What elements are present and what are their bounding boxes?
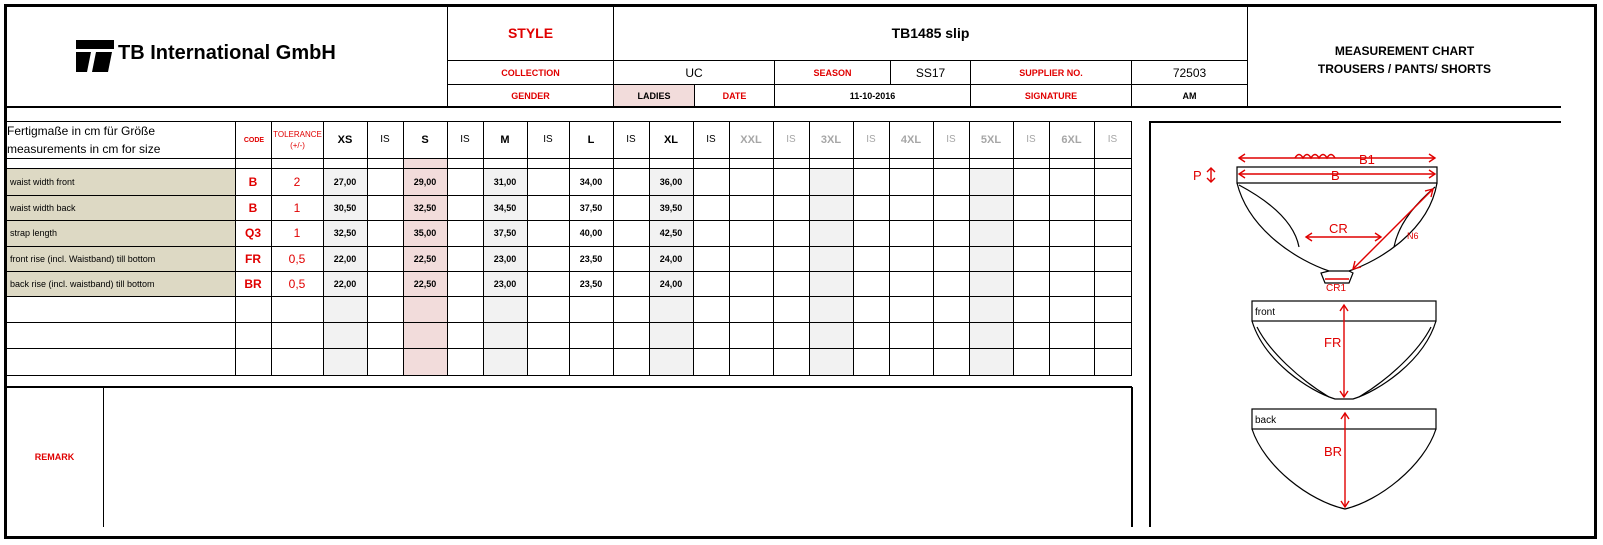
- label-b: B: [1331, 168, 1340, 183]
- measure-value[interactable]: 32,50: [413, 202, 437, 213]
- row-tolerance: 0,5: [288, 251, 306, 266]
- cell-shade: [483, 296, 527, 322]
- row-code: B: [248, 174, 258, 189]
- cell-shade: [403, 296, 447, 322]
- measure-value[interactable]: 22,50: [413, 253, 437, 264]
- cell-shade: [969, 271, 1013, 296]
- cell-shade: [649, 348, 693, 375]
- measure-value[interactable]: 37,50: [579, 202, 603, 213]
- grid-line: [773, 121, 774, 375]
- tb-logo-icon: [76, 40, 114, 72]
- collection-label: COLLECTION: [501, 67, 560, 78]
- season-value: SS17: [915, 65, 946, 80]
- company-name: TB International GmbH: [118, 42, 336, 64]
- cell-shade: [323, 322, 367, 348]
- measure-value[interactable]: [613, 220, 649, 246]
- caption-line-en: measurements in cm for size: [7, 142, 161, 156]
- size-header: 5XL: [980, 133, 1002, 146]
- measure-value[interactable]: [613, 168, 649, 195]
- cell-shade: [969, 195, 1013, 220]
- measure-value[interactable]: [367, 271, 403, 296]
- measure-value[interactable]: 22,50: [413, 278, 437, 289]
- row-name: strap length: [10, 228, 58, 238]
- measure-value[interactable]: [527, 195, 569, 220]
- size-header: IS: [706, 134, 716, 145]
- style-value: TB1485 slip: [891, 25, 970, 41]
- date-label: DATE: [722, 90, 747, 101]
- gender-value: LADIES: [614, 85, 694, 106]
- measure-value[interactable]: [527, 271, 569, 296]
- row-code: BR: [244, 276, 262, 291]
- row-tolerance: 2: [293, 174, 301, 189]
- cell-shade: [403, 348, 447, 375]
- row-code: B: [248, 200, 258, 215]
- grid-line: [1131, 121, 1132, 375]
- row-name: back rise (incl. waistband) till bottom: [10, 278, 155, 289]
- season-label: SEASON: [813, 67, 852, 78]
- label-fr: FR: [1324, 335, 1342, 350]
- measure-value[interactable]: 24,00: [659, 253, 683, 264]
- row-name: waist width back: [10, 202, 76, 213]
- measure-value[interactable]: 34,00: [579, 176, 603, 187]
- size-header: IS: [460, 134, 470, 145]
- cell-shade: [649, 296, 693, 322]
- signature-value: AM: [1182, 90, 1197, 101]
- supplier-value: 72503: [1172, 65, 1207, 80]
- measure-value[interactable]: 23,00: [493, 253, 517, 264]
- cell-shade: [809, 348, 853, 375]
- measure-value[interactable]: [527, 168, 569, 195]
- measure-value[interactable]: 23,50: [579, 253, 603, 264]
- label-back: back: [1255, 415, 1277, 426]
- garment-diagram: [1149, 121, 1561, 527]
- row-tolerance: 0,5: [288, 276, 306, 291]
- supplier-label: SUPPLIER NO.: [1019, 67, 1083, 78]
- cell-shade: [809, 168, 853, 195]
- measure-value[interactable]: 36,00: [659, 176, 683, 187]
- cell-shade: [969, 296, 1013, 322]
- company-logo: [76, 40, 114, 72]
- grid-line: [889, 121, 890, 375]
- size-header: IS: [786, 134, 796, 145]
- grid-line: [933, 121, 934, 375]
- grid-line: [6, 375, 1132, 376]
- measure-value[interactable]: 34,50: [493, 202, 517, 213]
- measure-value[interactable]: 22,00: [333, 278, 357, 289]
- grid-line: [853, 121, 854, 375]
- caption-line-de: Fertigmaße in cm für Größe: [7, 124, 156, 138]
- measure-value[interactable]: [447, 168, 483, 195]
- tolerance-header: TOLERANCE (+/-): [273, 130, 322, 150]
- measure-value[interactable]: [447, 220, 483, 246]
- date-value: 11-10-2016: [849, 90, 896, 101]
- measure-value[interactable]: [613, 246, 649, 271]
- label-front: front: [1255, 307, 1276, 318]
- collection-value: UC: [685, 65, 703, 80]
- measure-value[interactable]: [527, 246, 569, 271]
- measure-value[interactable]: [367, 246, 403, 271]
- cell-shade: [969, 246, 1013, 271]
- grid-line: [729, 121, 730, 375]
- size-header: XXL: [740, 133, 762, 146]
- measure-value[interactable]: [527, 220, 569, 246]
- size-header: XL: [663, 133, 679, 146]
- code-header: CODE: [243, 136, 265, 144]
- cell-shade: [969, 168, 1013, 195]
- size-header: L: [587, 133, 595, 146]
- label-n6: N6: [1407, 231, 1419, 241]
- measure-value[interactable]: 40,00: [579, 228, 603, 238]
- measure-value[interactable]: [367, 168, 403, 195]
- size-header: IS: [946, 134, 956, 145]
- table-caption: [7, 122, 232, 158]
- style-label: STYLE: [507, 25, 554, 41]
- cell-shade: [403, 158, 447, 168]
- measure-value[interactable]: 24,00: [659, 278, 683, 289]
- row-code: FR: [245, 251, 261, 266]
- measure-value[interactable]: [693, 195, 729, 220]
- grid-line: [809, 121, 810, 375]
- size-header: 6XL: [1061, 133, 1082, 146]
- size-header: IS: [866, 134, 876, 145]
- size-header: IS: [626, 134, 636, 145]
- measure-value[interactable]: 29,00: [413, 176, 437, 187]
- measure-value[interactable]: 30,50: [333, 202, 357, 213]
- size-header: IS: [1026, 134, 1036, 145]
- label-cr: CR: [1329, 221, 1348, 236]
- measure-value[interactable]: [447, 246, 483, 271]
- row-tolerance: 1: [293, 226, 301, 240]
- cell-shade: [403, 322, 447, 348]
- cell-shade: [809, 322, 853, 348]
- measure-value[interactable]: [613, 195, 649, 220]
- grid-line: [1013, 121, 1014, 375]
- label-b1: B1: [1359, 152, 1375, 167]
- size-header: IS: [1107, 134, 1118, 145]
- cell-shade: [323, 348, 367, 375]
- signature-label: SIGNATURE: [1024, 90, 1078, 101]
- row-name: waist width front: [10, 176, 75, 187]
- cell-shade: [969, 348, 1013, 375]
- measure-value[interactable]: 23,50: [579, 278, 603, 289]
- measure-value[interactable]: 35,00: [413, 228, 437, 238]
- cell-shade: [809, 296, 853, 322]
- cell-shade: [483, 348, 527, 375]
- label-cr1: CR1: [1326, 283, 1347, 294]
- cell-shade: [323, 296, 367, 322]
- size-header: S: [421, 133, 429, 146]
- cell-shade: [809, 220, 853, 246]
- measure-value[interactable]: 32,50: [333, 228, 357, 238]
- cell-shade: [483, 322, 527, 348]
- cell-shade: [809, 246, 853, 271]
- size-header: 3XL: [820, 133, 842, 146]
- grid-line: [1094, 121, 1095, 375]
- measure-value[interactable]: 31,00: [493, 176, 517, 187]
- measure-value[interactable]: 37,50: [493, 228, 517, 238]
- measure-value[interactable]: [613, 271, 649, 296]
- measure-value[interactable]: [367, 220, 403, 246]
- cell-shade: [649, 322, 693, 348]
- measure-value[interactable]: [693, 220, 729, 246]
- remark-label: REMARK: [34, 451, 75, 462]
- chart-title: [1248, 42, 1561, 78]
- row-code: Q3: [244, 226, 261, 240]
- remark-field[interactable]: [104, 388, 1131, 525]
- measure-value[interactable]: [447, 271, 483, 296]
- measure-value[interactable]: 42,50: [659, 228, 683, 238]
- grid-line: [1049, 121, 1050, 375]
- chart-title-line2: TROUSERS / PANTS/ SHORTS: [1317, 62, 1492, 76]
- label-br: BR: [1324, 444, 1343, 459]
- chart-title-line1: MEASUREMENT CHART: [1334, 44, 1475, 58]
- row-tolerance: 1: [293, 200, 301, 215]
- size-header: M: [500, 133, 510, 146]
- size-header: 4XL: [900, 133, 922, 146]
- size-header: IS: [380, 134, 390, 145]
- label-p: P: [1193, 168, 1202, 183]
- measure-value[interactable]: 27,00: [333, 176, 357, 187]
- measure-value[interactable]: 39,50: [659, 202, 683, 213]
- size-header: IS: [543, 134, 553, 145]
- measure-value[interactable]: [693, 168, 729, 195]
- row-name: front rise (incl. Waistband) till bottom: [10, 253, 156, 264]
- cell-shade: [969, 322, 1013, 348]
- cell-shade: [969, 220, 1013, 246]
- measure-value[interactable]: [367, 195, 403, 220]
- cell-shade: [809, 195, 853, 220]
- measure-value[interactable]: [693, 271, 729, 296]
- measure-value[interactable]: [447, 195, 483, 220]
- gender-label: GENDER: [511, 90, 550, 101]
- measure-value[interactable]: 23,00: [493, 278, 517, 289]
- size-header: XS: [337, 133, 353, 146]
- grid-line: [969, 121, 970, 375]
- measure-value[interactable]: 22,00: [333, 253, 357, 264]
- measure-value[interactable]: [693, 246, 729, 271]
- cell-shade: [809, 271, 853, 296]
